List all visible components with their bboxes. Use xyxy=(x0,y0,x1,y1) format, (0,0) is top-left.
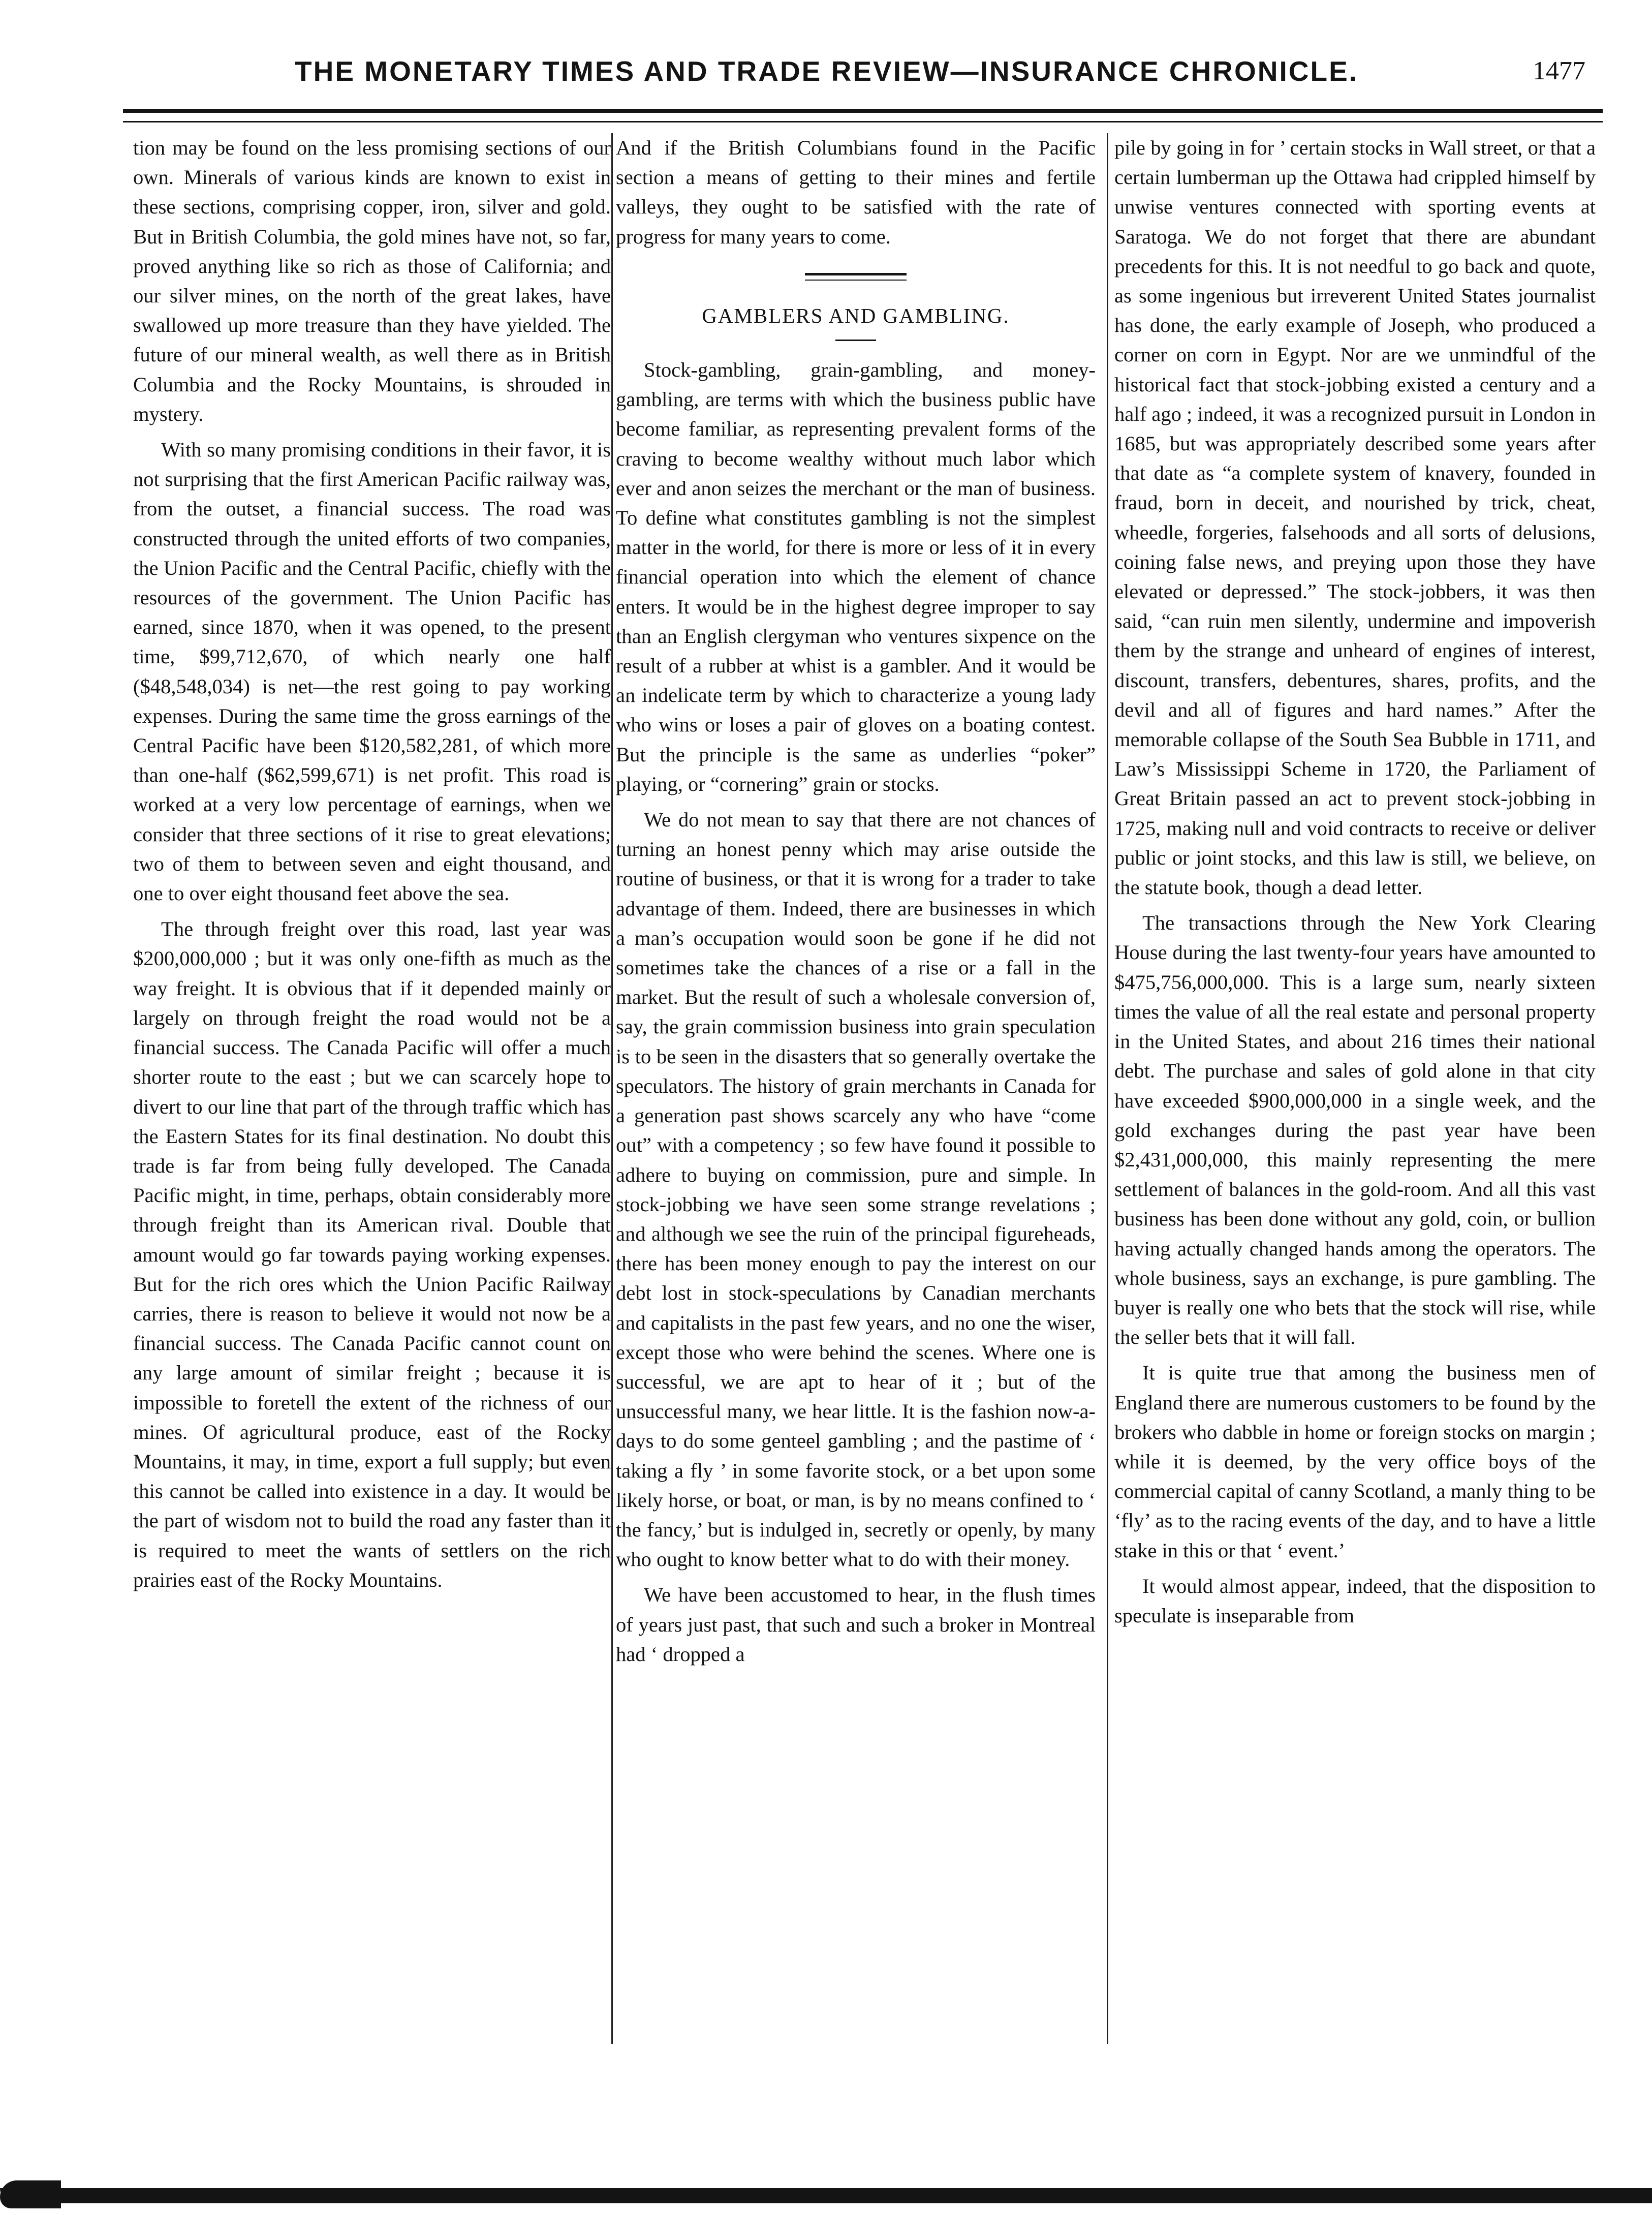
paragraph: We have been accustomed to hear, in the flush times of years just past, that such and such a broker in Montreal had ‘ dropped a xyxy=(616,1583,1096,1666)
running-title: THE MONETARY TIMES AND TRADE REVIEW—INSURANCE CHRONICLE. xyxy=(295,55,1359,87)
section-divider xyxy=(805,273,907,275)
paragraph: It would almost appear, indeed, that the disposition to speculate is inseparable from xyxy=(1114,1574,1596,1627)
paragraph: Stock-gambling, grain-gambling, and money-gambling, are terms with which the business public have become familiar, as representing prevalent forms of the craving to become wealthy without much labor which ever and anon seizes the merchant or the man of business. To define what constitutes gambling is not the simplest matter in the world, for there is more or less of it in every financial operation into which the element of chance enters. It would be in the highest degree improper to say than an English clergyman who ventures sixpence on the result of a rubber at whist is a gambler. And it would be an indelicate term by which to characterize a young lady who wins or loses a pair of gloves on a boating contest. But the principle is the same as underlies “poker” playing, or “cornering” grain or stocks. xyxy=(616,358,1096,795)
column-divider xyxy=(611,133,613,2044)
paragraph: The transactions through the New York Clearing House during the last twenty-four years have amounted to $475,756,000,000. This is a large sum, nearly sixteen times the value of all the real estate and personal property in the United States, and about 216 times their national debt. The purchase and sales of gold alone in that city have exceeded $900,000,000 in a single week, and the gold exchanges during the past year have been $2,431,000,000, this mainly representing the mere settlement of balances in the gold-room. And all this vast business has been done without any gold, coin, or bullion having actually changed hands among the operators. The whole business, says an exchange, is pure gambling. The buyer is really one who bets that the stock will rise, while the seller bets that it will fall. xyxy=(1114,911,1596,1349)
column-left xyxy=(133,133,611,2044)
section-divider-thin xyxy=(805,280,907,281)
header-rule-thin xyxy=(123,121,1603,122)
paragraph: tion may be found on the less promising sections of our own. Minerals of various kinds are known to exist in these sections, comprising copper, iron, silver and gold. But in British Columbia, the gold mines have not, so far, proved anything like so rich as those of California; and our silver mines, on the north of the great lakes, have swallowed up more treasure than they have yielded. The future of our mineral wealth, as well there as in British Columbia and the Rocky Mountains, is shrouded in mystery. xyxy=(133,136,611,425)
paragraph: pile by going in for ’ certain stocks in Wall street, or that a certain lumberman up the Ottawa had crippled himself by unwise ventures connected with sporting events at Saratoga. We do not forget that there are abundant precedents for this. It is not needful to go back and quote, as some ingenious but irreverent United States journalist has done, the early example of Joseph, who produced a corner on corn in Egypt. Nor are we unmindful of the historical fact that stock-jobbing existed a century and a half ago ; indeed, it was a recognized pursuit in London in 1685, but was appropriately described some years after that date as “a complete system of knavery, founded in fraud, born in deceit, and nourished by trick, cheat, wheedle, forgeries, falsehoods and all sorts of delusions, coining false news, and preying upon those they have elevated or depressed.” The stock-jobbers, it was then said, “can ruin men silently, undermine and impoverish them by the strange and unheard of engines of interest, discount, transfers, debentures, shares, profits, and the devil and all of figures and hard names.” After the memorable collapse of the South Sea Bubble in 1711, and Law’s Mississippi Scheme in 1720, the Parliament of Great Britain passed an act to prevent stock-jobbing in 1725, making null and void contracts to receive or deliver public or joint stocks, and this law is still, we believe, on the statute book, though a dead letter. xyxy=(1114,136,1596,899)
heading-underline xyxy=(835,340,876,341)
header-rule-thick xyxy=(123,109,1603,113)
paragraph: We do not mean to say that there are not chances of turning an honest penny which may arise outside the routine of business, or that it is wrong for a trader to take advantage of them. Indeed, there are businesses in which a man’s occupation would soon be gone if he did not sometimes take the chances of a rise or a fall in the market. But the result of such a wholesale conversion of, say, the grain commission business into grain speculation is to be seen in the disasters that so generally overtake the speculators. The history of grain merchants in Canada for a generation past shows scarcely any who have “come out” with a competency ; so few have found it possible to adhere to buying on commission, pure and simple. In stock-jobbing we have seen some strange revelations ; and although we see the ruin of the principal figureheads, there has been money enough to pay the interest on our debt lost in stock-speculations by Canadian merchants and capitalists in the past few years, and no one the wiser, except those who were behind the scenes. Where one is successful, we are apt to hear of it ; but of the unsuccessful many, we hear little. It is the fashion now-a-days to do some genteel gambling ; and the pastime of ‘ taking a fly ’ in some favorite stock, or a bet upon some likely horse, or boat, or man, is by no means confined to ‘ the fancy,’ but is indulged in, secretly or openly, by many who ought to know better what to do with their money. xyxy=(616,808,1096,1571)
section-heading: GAMBLERS AND GAMBLING. xyxy=(702,303,1010,327)
page-number: 1477 xyxy=(1533,56,1585,85)
paragraph: With so many promising conditions in their favor, it is not surprising that the first American Pacific railway was, from the outset, a financial success. The road was constructed through the united efforts of two companies, the Union Pacific and the Central Pacific, chiefly with the resources of the government. The Union Pacific has earned, since 1870, when it was opened, to the present time, $99,712,670, of which nearly one half ($48,548,034) is net—the rest going to pay working expenses. During the same time the gross earnings of the Central Pacific have been $120,582,281, of which more than one-half ($62,599,671) is net profit. This road is worked at a very low percentage of earnings, when we consider that three sections of it rise to great elevations; two of them to between seven and eight thousand, and one to over eight thousand feet above the sea. xyxy=(133,438,611,905)
column-right xyxy=(1114,133,1596,2044)
paragraph: The through freight over this road, last year was $200,000,000 ; but it was only one-fifth as much as the way freight. It is obvious that if it depended mainly or largely on through freight the road would not be a financial success. The Canada Pacific will offer a much shorter route to the east ; but we can scarcely hope to divert to our line that part of the through traffic which has the Eastern States for its final destination. No doubt this trade is far from being fully developed. The Canada Pacific might, in time, perhaps, obtain considerably more through freight than its American rival. Double that amount would go far towards paying working expenses. But for the rich ores which the Union Pacific Railway carries, there is reason to believe it would not now be a financial success. The Canada Pacific cannot count on any large amount of similar freight ; because it is impossible to foretell the extent of the richness of our mines. Of agricultural produce, east of the Rocky Mountains, it may, in time, export a full supply; but even this cannot be called into existence in a day. It would be the part of wisdom not to build the road any faster than it is required to meet the wants of settlers on the rich prairies east of the Rocky Mountains. xyxy=(133,917,611,1591)
paragraph: And if the British Columbians found in the Pacific section a means of getting to their mines and fertile valleys, they ought to be satisfied with the rate of progress for many years to come. xyxy=(616,136,1096,248)
footer-bar xyxy=(0,2188,1652,2203)
column-middle xyxy=(616,133,1096,2044)
column-divider xyxy=(1107,133,1108,2044)
paragraph: It is quite true that among the business men of England there are numerous customers to be found by the brokers who dabble in home or foreign stocks on margin ; while it is deemed, by the very office boys of the commercial capital of canny Scotland, a manly thing to be ‘fly’ as to the racing events of the day, and to have a little stake in this or that ‘ event.’ xyxy=(1114,1361,1596,1562)
page-header xyxy=(127,51,1601,97)
